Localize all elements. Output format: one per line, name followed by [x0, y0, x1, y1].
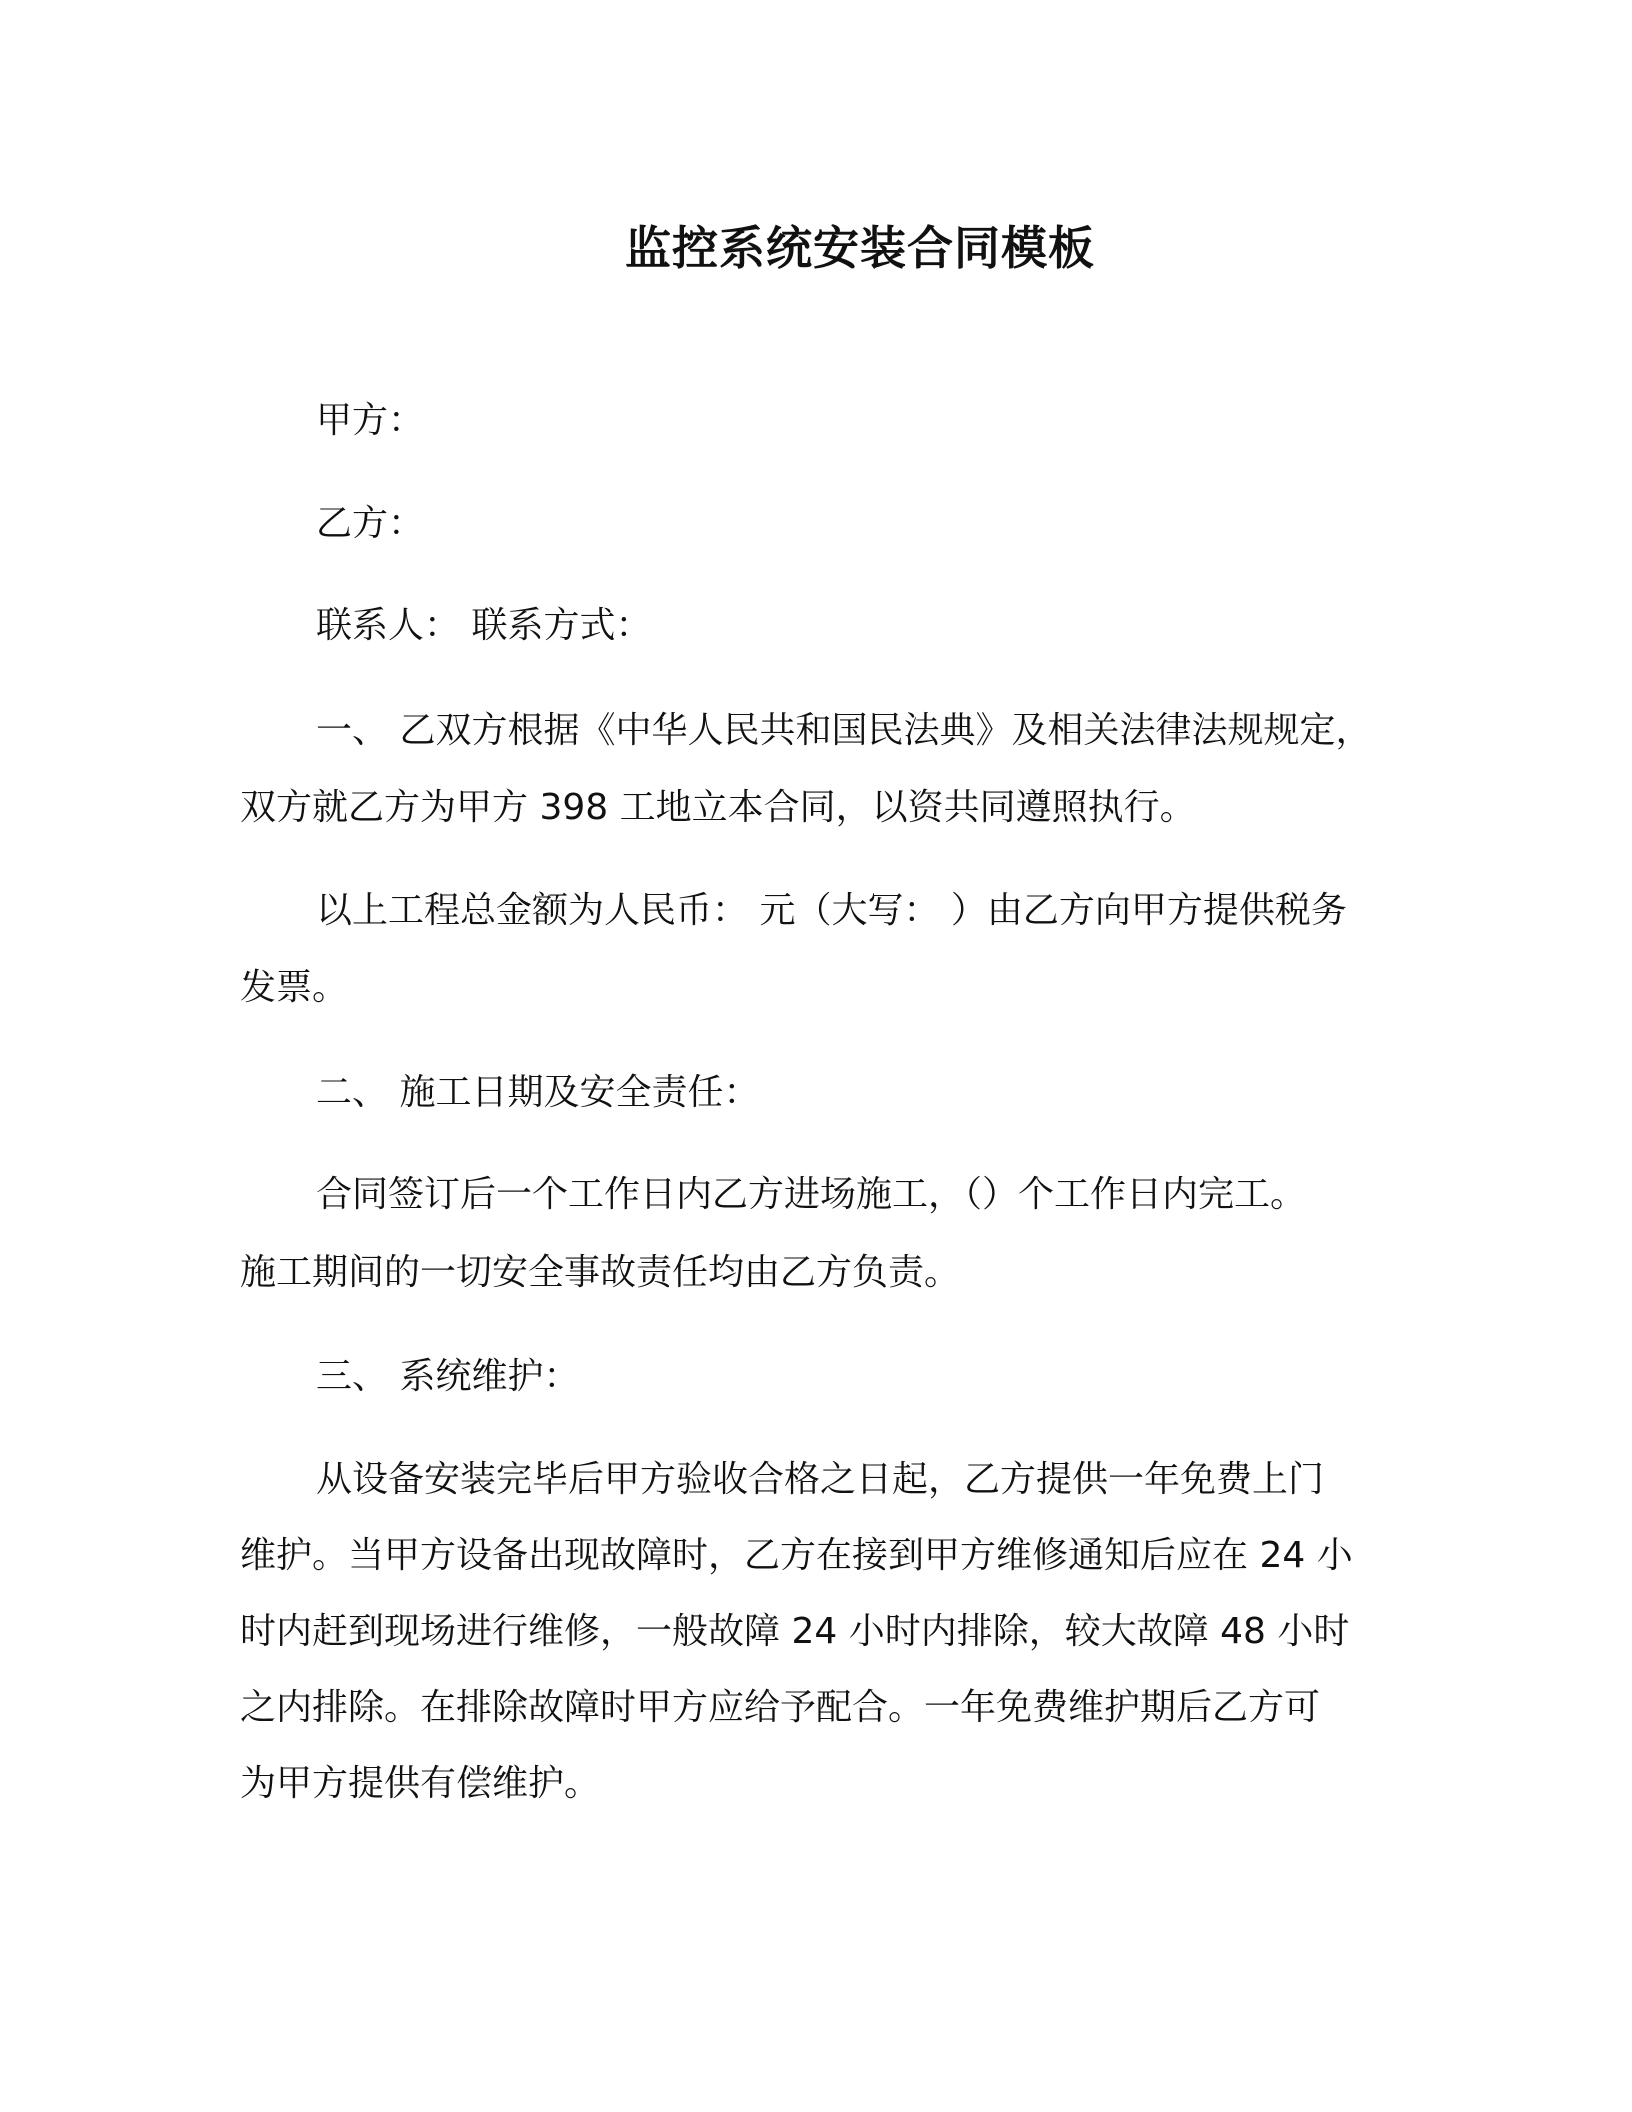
- section3-line2: 维护。当甲方设备出现故障时，乙方在接到甲方维修通知后应在 24 小: [240, 1535, 1353, 1576]
- amount-line1: 以上工程总金额为人民币： 元（大写： ）由乙方向甲方提供税务: [316, 890, 1347, 931]
- amount-line2: 发票。: [240, 967, 349, 1008]
- section3-heading: 三、 系统维护：: [316, 1356, 580, 1397]
- section2-heading: 二、 施工日期及安全责任：: [316, 1072, 760, 1113]
- section3-line4: 之内排除。在排除故障时甲方应给予配合。一年免费维护期后乙方可: [240, 1687, 1321, 1728]
- contact-line: 联系人： 联系方式：: [316, 605, 652, 646]
- section3-line1: 从设备安装完毕后甲方验收合格之日起，乙方提供一年免费上门: [316, 1459, 1325, 1500]
- section3-line3: 时内赶到现场进行维修，一般故障 24 小时内排除，较大故障 48 小时: [240, 1611, 1350, 1652]
- document-title: 监控系统安装合同模板: [625, 221, 1095, 275]
- party-a-label: 甲方：: [316, 400, 425, 441]
- section2-line1: 合同签订后一个工作日内乙方进场施工，（）个工作日内完工。: [316, 1174, 1307, 1215]
- section3-line5: 为甲方提供有偿维护。: [240, 1763, 601, 1804]
- party-b-label: 乙方：: [316, 503, 425, 544]
- section1-line1: 一、 乙双方根据《中华人民共和国民法典》及相关法律法规规定，: [316, 710, 1372, 751]
- section1-line2: 双方就乙方为甲方 398 工地立本合同，以资共同遵照执行。: [240, 787, 1196, 828]
- section2-line2: 施工期间的一切安全事故责任均由乙方负责。: [240, 1252, 961, 1293]
